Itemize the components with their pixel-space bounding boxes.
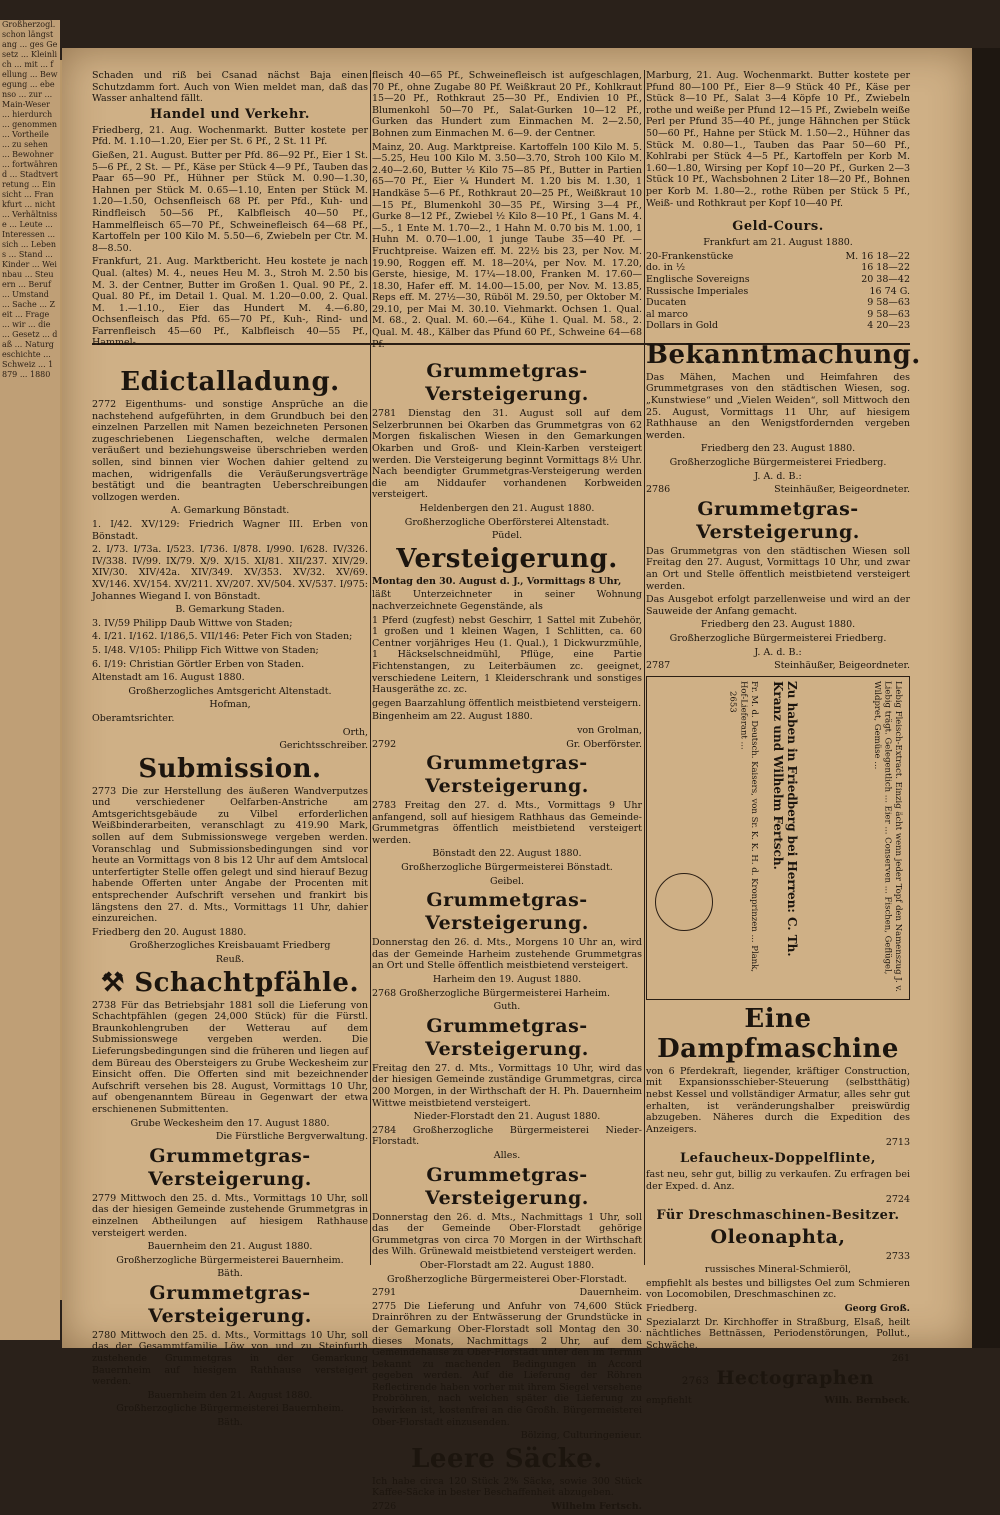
grummet-heading: Grummetgras-Versteigerung.	[425, 1163, 589, 1209]
ad-number: 2733	[885, 1250, 910, 1262]
dampfmaschine-heading: Eine Dampfmaschine	[657, 1003, 899, 1064]
edict-section-b: B. Gemarkung Staden.	[175, 604, 285, 616]
spezialarzt-text: Spezialarzt Dr. Kirchhoffer in Straßburg, Elsaß, heilt nächtliches Bettnässen, Periodenstörungen, Pollut., Schwäche.	[646, 1316, 910, 1351]
grummet-office: Großherzogliche Bürgermeisterei Bauernheim.	[116, 1254, 344, 1266]
currency-value: 16 74 G.	[869, 285, 910, 297]
table-row	[646, 309, 910, 321]
grummet-signature: Dauernheim.	[579, 1287, 642, 1299]
market-report-marburg: Marburg, 21. Aug. Wochenmarkt. Butter kostete per Pfund 80—100 Pf., Eier 8—9 Stück 40 Pf., Käse per Stück 8—10 Pf., Salat 3—4 Köpfe 10 Pf., Zwiebeln rothe und weiße per Pfund 12—15 Pf., Zwiebeln weiße Perl per Pfund 35—40 Pf., junge Hähnchen per Stück 50—60 Pf., Hahne per Stück M. 1.50—2., Hühner das Stück M. 0.80—1., Tauben das Paar 50—60 Pf., Kohlrabi per Stück 4—5 Pf., Kartoffeln per Korb M. 1.60—1.80, Wirsing per Kopf 10—20 Pf., Gurken 2—3 Stück 10 Pf., Wachsbohnen 2 Liter 18—20 Pf., Bohnen per Korb M. 1.80—2., rothe Rüben per Stück 5 Pf., Weiß- und Rothkraut per Kopf 10—40 Pf.	[646, 70, 910, 209]
grummet-footer	[372, 1125, 642, 1148]
geld-cours-date: Frankfurt am 21. August 1880.	[703, 237, 853, 249]
grummet-signature: Alles.	[493, 1149, 521, 1161]
edict-item: 3. IV/59 Philipp Daub Wittwe von Staden;	[92, 617, 293, 629]
edictalladung-heading: Edictalladung.	[120, 367, 340, 398]
currency-name: Ducaten	[646, 297, 687, 309]
adjacent-page-text: Großherzogl. schon längst ang ... ges Gesetz ... Kleinlich ... mit ... fellung ... Bewegung ... ebenso ... zur ... Main-Weser ... hierdurch ... genommen ... Vortheile ... zu sehen ... Bewohner ... fortwährend ... Stadtvertretung ... Einsicht ... Frankfurt ... nicht ... Verhältnisse ... Leute ... Interessen ... sich ... Lebens ... Stand ... Kinder ... Weinbau ... Steuern ... Beruf ... Umstand ... Sache ... Zeit ... Frage ... wir ... die ... Gesetz ... daß ... Naturgeschichte ... Schweiz ... 1879 ... 1880	[2, 20, 58, 379]
edict-item: 4. I/21. I/162. I/186,5. VII/146: Peter Fich von Staden;	[92, 631, 353, 643]
company-seal-icon	[655, 873, 713, 931]
grummet-footer	[372, 988, 642, 1000]
currency-name: do. in ½	[646, 262, 686, 274]
saecke-footer	[372, 1501, 642, 1513]
market-report-giessen: Gießen, 21. August. Butter per Pfd. 86—92 Pf., Eier 1 St. 5—6 Pf., 2 St. — Pf., Käse per Stück 4—9 Pf., Tauben das Paar 65—90 Pf., Hühner per Stück M. 0.90—1.30, Hahnen per Stück M. 0.65—1.10, Enten per Stück M. 1.20—1.50, Ochsenfleisch 68 Pf. per Pfd., Kuh- und Rindfleisch 50—56 Pf., Kalbfleisch 40—50 Pf., Hammelfleisch 65—70 Pf., Schweinefleisch 64—68 Pf., Kartoffeln per 100 Kilo M. 5.50—6, Zwiebeln per Ctr. M. 8—8.50.	[92, 149, 368, 254]
grummet-heading: Grummetgras-Versteigerung.	[148, 1144, 312, 1190]
currency-value: 9 58—63	[867, 297, 910, 309]
grummet-date: Heldenbergen den 21. August 1880.	[419, 503, 595, 514]
currency-name: 20-Frankenstücke	[646, 250, 734, 262]
ad-number: 2791	[372, 1287, 397, 1299]
hectographen-title: Hectographen	[716, 1367, 875, 1390]
oleonaphta-subtitle: russisches Mineral-Schmieröl,	[704, 1264, 852, 1276]
versteigerung-heading: Versteigerung.	[396, 543, 618, 574]
column-divider-1	[370, 70, 371, 1265]
bekanntmachung-office: Großherzogliche Bürgermeisterei Friedberg.	[669, 457, 887, 469]
grummet-office: Großherzogliche Bürgermeisterei Bönstadt.	[401, 862, 613, 874]
oleonaphta-place: Friedberg.	[646, 1303, 698, 1315]
exchange-rate-table	[646, 251, 910, 332]
versteigerung-signature: von Grolman,	[577, 724, 642, 736]
ad-number: 2653	[727, 690, 738, 713]
hectographen-lead: empfiehlt	[646, 1395, 692, 1407]
hectographen-footer	[646, 1395, 910, 1407]
ad-number: 2792	[372, 738, 397, 750]
table-row	[646, 286, 910, 298]
versteigerung-title: Gr. Oberförster.	[566, 738, 642, 750]
edict-title-1: Oberamtsrichter.	[92, 712, 175, 724]
edict-signature-1: Hofman,	[209, 699, 251, 711]
column-divider-2	[644, 70, 645, 1265]
ad-number: 261	[891, 1353, 910, 1365]
ad-number: 2763	[681, 1376, 710, 1388]
oleonaphta-signature: Georg Groß.	[844, 1303, 910, 1315]
rotated-advertisement-box	[646, 676, 910, 1000]
flood-news: Schaden und riß bei Csanad nächst Baja einen Schutzdamm fort. Auch von Wien meldet man, daß das Wasser anhaltend fällt.	[92, 70, 368, 105]
handel-heading: Handel und Verkehr.	[150, 106, 310, 122]
table-row	[646, 320, 910, 332]
grummet-footer	[372, 1287, 642, 1299]
versteigerung-footer	[372, 739, 642, 751]
edict-signature-2: Orth,	[342, 726, 368, 738]
currency-name: Englische Sovereigns	[646, 273, 750, 285]
bekanntmachung-office-2: J. A. d. B.:	[754, 470, 802, 482]
edict-section-a: A. Gemarkung Bönstadt.	[170, 505, 290, 517]
grummet-heading: Grummetgras-Versteigerung.	[425, 1014, 589, 1060]
grummet-text: 2780 Mittwoch den 25. d. Mts., Vormittags 10 Uhr, soll das der Gesammtfamilie Löw von und zu Steinfurth zustehende Grummetgras in der Gemarkung Bauernheim auf hiesigem Rathhause versteigert werden.	[92, 1329, 368, 1388]
submission-office: Großherzogliches Kreisbauamt Friedberg	[129, 940, 331, 952]
edict-text: 2772 Eigenthums- und sonstige Ansprüche an die nachstehend aufgeführten, in dem Grundbuch bei den einzelnen Parzellen mit Namen bezeichneten Personen zugeschriebenen Liegenschaften, welche dermalen veräußert und beziehungsweise überschrieben werden sollen, sind binnen vier Wochen dahier geltend zu machen, widrigenfalls die Veräußerungsverträge bestätigt und die beantragten Ueberschreibungen vollzogen werden.	[92, 399, 368, 503]
grummet-text: Donnerstag den 26. d. Mts., Nachmittags 1 Uhr, soll das der Gemeinde Ober-Florstadt gehörige Grummetgras von circa 70 Morgen in der Wirthschaft des Wilh. Grünewald meistbietend versteigert werden.	[372, 1211, 642, 1258]
submission-heading: Submission.	[138, 753, 322, 784]
grummet-date: Friedberg den 23. August 1880.	[700, 619, 856, 631]
grummet-office: Großherzogliche Bürgermeisterei Nieder-Florstadt.	[372, 1124, 642, 1148]
geld-cours-heading: Geld-Cours.	[732, 219, 824, 235]
currency-value: 20 38—42	[861, 273, 910, 285]
table-row	[646, 262, 910, 274]
grummet-heading: Grummetgras-Versteigerung.	[425, 889, 589, 935]
market-report-continued: fleisch 40—65 Pf., Schweinefleisch ist aufgeschlagen, 70 Pf., ohne Zugabe 80 Pf. Weißkraut 20 Pf., Kohlkraut 15—20 Pf., Rothkraut 25—30 Pf., Endivien 10 Pf., Blumenkohl 50—70 Pf., Salat-Gurken 10—12 Pf., Gurken das Hundert zum Einmachen M. 2—2.50, Bohnen zum Einmachen M. 6—9. der Centner.	[372, 70, 642, 139]
ad-number: 2784	[372, 1124, 397, 1136]
market-report-frankfurt: Frankfurt, 21. Aug. Marktbericht. Heu kostete je nach Qual. (altes) M. 4., neues Heu M. 3., Stroh M. 2.50 bis M. 3. der Centner, Butter im Großen 1. Qual. 90 Pf., 2. Qual. 80 Pf., im Detail 1. Qual. M. 1.20—0.00, 2. Qual. M. 1.—1.10., Eier das Hundert M. 4.—6.80, Ochsenfleisch das Pfd. 65—70 Pf., Kuh-, Rind- und Farrenfleisch 45—60 Pf., Kalbfleisch 40—55 Pf., Hammel-	[92, 256, 368, 349]
ad-number: 2724	[885, 1194, 910, 1206]
grummet-text: 2783 Freitag den 27. d. Mts., Vormittags 9 Uhr anfangend, soll auf hiesigem Rathhaus das Gemeinde-Grummetgras öffentlich meistbietend versteigert werden.	[372, 800, 642, 846]
rotated-ad-text-1: Liebig Fleisch-Extract. Einzig ächt wenn jeder Topf den Namenszug J. v. Liebig trägt. Gelegentlich ... Eier ... Conserven ... Fischen, Geflügel, Wildpret, Gemüse ...	[872, 680, 903, 992]
grummet-office: Großherzogliche Bürgermeisterei Friedberg.	[669, 632, 887, 644]
doppelflinte-text: fast neu, sehr gut, billig zu verkaufen. Zu erfragen bei der Exped. d. Anz.	[646, 1168, 910, 1192]
schacht-text: 2738 Für das Betriebsjahr 1881 soll die Lieferung von Schachtpfählen (gegen 24,000 Stück) für die Fürstl. Braunkohlengruben der Wetterau auf dem Submissionswege vergeben werden. Die Lieferungsbedingungen sind die früheren und liegen auf dem Büreau des Obersteigers zu Grube Weckesheim zur Einsicht offen. Die Offerten sind mit bezeichnender Aufschrift versehen bis 28. August, Vormittags 10 Uhr, auf obengenanntem Büreau in Gegenwart der etwa erschienenen Submittenten.	[92, 999, 368, 1115]
edict-item: 5. I/48. V/105: Philipp Fich Wittwe von Staden;	[92, 644, 319, 656]
versteigerung-place: Bingenheim am 22. August 1880.	[372, 711, 533, 723]
grummet-text: 2781 Dienstag den 31. August soll auf dem Selzerbrunnen bei Okarben das Grummetgras von 62 Morgen fiskalischen Wiesen in den Gemarkungen Okarben und Groß- und Klein-Karben versteigert werden. Die Versteigerung beginnt Vormittags 8½ Uhr. Nach beendigter Grummetgras-Versteigerung werden die am Niddaufer vorhandenen Korbweiden versteigert.	[372, 408, 642, 501]
dreschmaschinen-heading: Für Dreschmaschinen-Besitzer.	[656, 1207, 900, 1223]
drainage-signature: Bölzing, Culturingenieur.	[520, 1430, 642, 1442]
market-report-friedberg: Friedberg, 21. Aug. Wochenmarkt. Butter kostete per Pfd. M. 1.10—1.20, Eier per St. 6 Pf., 2 St. 11 Pf.	[92, 124, 368, 148]
table-row	[646, 274, 910, 286]
grummet-text: Donnerstag den 26. d. Mts., Morgens 10 Uhr an, wird das der Gemeinde Harheim zustehende Grummetgras an Ort und Stelle öffentlich meistbietend versteigert.	[372, 937, 642, 972]
schachtpfaehle-title: Schachtpfähle.	[134, 967, 360, 998]
right-page-edge	[972, 48, 1000, 1348]
leere-saecke-heading: Leere Säcke.	[411, 1443, 603, 1474]
edict-item: 6. I/19: Christian Görtler Erben von Staden.	[92, 658, 305, 670]
crossed-hammers-icon: ⚒	[100, 967, 125, 998]
grummet-footer	[646, 660, 910, 672]
grummet-heading: Grummetgras-Versteigerung.	[425, 752, 589, 798]
currency-name: al marco	[646, 308, 688, 320]
grummet-text-2: Das Ausgebot erfolgt parzellenweise und wird an der Sauweide der Anfang gemacht.	[646, 594, 910, 617]
grummet-date: Nieder-Florstadt den 21. August 1880.	[413, 1111, 601, 1123]
grummet-date: Bönstadt den 22. August 1880.	[432, 848, 582, 860]
column-2	[372, 70, 642, 1515]
grummet-text: Freitag den 27. d. Mts., Vormittags 10 Uhr, wird das der hiesigen Gemeinde zuständige Grummetgras, circa 200 Morgen, in der Wirthschaft der H. Ph. Dauernheim Wittwe meistbietend versteigert.	[372, 1062, 642, 1109]
currency-value: 16 18—22	[861, 262, 910, 274]
rotated-ad-text-3: Fr. M. d. Deutsch. Kaisers, von Sr. K. K. H. d. Kronprinzen ... Plank, Hof-Lieferant ...	[738, 680, 759, 972]
grummet-date: Bauernheim den 21. August 1880.	[147, 1241, 313, 1253]
edict-item: 2. I/73. I/73a. I/523. I/736. I/878. I/990. I/628. IV/326. IV/338. IV/99. IX/79. X/9. X/15. XI/81. XII/237. XIV/29. XIV/30. XIV/42a. XIV/349. XV/353. XV/32. XV/69. XV/146. XV/154. XV/211. XV/207. XV/504. XV/537. I/975: Johannes Wiegand I. von Bönstadt.	[92, 544, 368, 602]
column-3	[646, 70, 921, 1409]
edict-court: Großherzogliches Amtsgericht Altenstadt.	[128, 685, 332, 697]
bekanntmachung-signature: Steinhäußer, Beigeordneter.	[774, 484, 910, 496]
oleonaphta-heading: Oleonaphta,	[710, 1225, 846, 1248]
edict-title-2: Gerichtsschreiber.	[279, 740, 368, 752]
grummet-office: Großherzogliche Oberförsterei Altenstadt.	[404, 516, 610, 528]
schacht-signature: Die Fürstliche Bergverwaltung.	[215, 1131, 368, 1143]
versteigerung-terms: gegen Baarzahlung öffentlich meistbietend versteigern.	[372, 697, 642, 709]
saecke-text: Ich habe circa 120 Stück 2% Säcke, sowie 300 Stück Kaffee-Säcke in bester Beschaffenheit abzugeben.	[372, 1475, 642, 1499]
currency-value: 4 20—23	[867, 320, 910, 332]
submission-signature: Reuß.	[215, 954, 245, 965]
ad-number: 2713	[885, 1137, 910, 1149]
grummet-signature: Bäth.	[217, 1268, 243, 1280]
oleonaphta-footer	[646, 1303, 910, 1315]
column-1	[92, 70, 368, 1431]
grummet-text: Das Grummetgras von den städtischen Wiesen soll Freitag den 27. August, Vormittags 10 Uhr, und zwar an Ort und Stelle öffentlich meistbietend versteigert werden.	[646, 545, 910, 592]
bekanntmachung-date: Friedberg den 23. August 1880.	[700, 443, 856, 455]
versteigerung-intro: läßt Unterzeichneter in seiner Wohnung nachverzeichnete Gegenstände, als	[372, 589, 642, 612]
market-report-mainz: Mainz, 20. Aug. Marktpreise. Kartoffeln 100 Kilo M. 5.—5.25, Heu 100 Kilo M. 3.50—3.70, Stroh 100 Kilo M. 2.40—2.60, Butter ½ Kilo 75—85 Pf., Butter in Partien 65—70 Pf., Eier ¼ Hundert M. 1.20 bis M. 1.30, 1 Handkäse 5—6 Pf., Rothkraut 20—25 Pf., Weißkraut 10—15 Pf., Blumenkohl 30—35 Pf., Wirsing 3—4 Pf., Gurke 8—12 Pf., Zwiebel ½ Kilo 8—10 Pf., 1 Gans M. 4.—5., 1 Ente M. 1.70—2., 1 Hahn M. 0.70 bis M. 1.00, 1 Huhn M. 0.70—1.00, 1 junge Taube 35—40 Pf. — Fruchtpreise. Waizen eff. M. 22½ bis 23, per Nov. M. 19.90, Roggen eff. M. 18—20¼, per Nov. M. 17.20, Gerste, hiesige, M. 17¼—18.00, Franken M. 17.60—18.30, Hafer eff. M. 14.00—15.00, per Nov. M. 13.85, Reps eff. M. 27½—30, Rüböl M. 29.50, per Oktober M. 29.10, per Mai M. 30.10. Viehmarkt. Ochsen 1. Qual. M. 68., 2. Qual. M. 60.—64., Kühe 1. Qual. M. 58., 2. Qual. M. 48., Kälber das Pfund 60 Pf., Schweine 64—68 Pf.	[372, 141, 642, 350]
currency-value: 9 58—63	[867, 308, 910, 320]
grummet-signature: Bäth.	[217, 1417, 243, 1429]
grummet-text: 2779 Mittwoch den 25. d. Mts., Vormittags 10 Uhr, soll das der hiesigen Gemeinde zustehende Grummetgras in einzelnen Abtheilungen auf hiesigem Rathhause versteigert werden.	[92, 1192, 368, 1239]
submission-date: Friedberg den 20. August 1880.	[92, 926, 247, 938]
currency-name: Dollars in Gold	[646, 320, 719, 332]
saecke-signature: Wilhelm Fertsch.	[551, 1501, 642, 1513]
grummet-office-2: J. A. d. B.:	[754, 646, 802, 658]
grummet-signature: Guth.	[493, 1001, 521, 1013]
edict-item: 1. I/42. XV/129: Friedrich Wagner III. Erben von Bönstadt.	[92, 519, 368, 542]
grummet-office: Großherzogliche Bürgermeisterei Ober-Florstadt.	[387, 1273, 627, 1285]
drainage-text: 2775 Die Lieferung und Anfuhr von 74,600 Stück Drainröhren zu der Entwässerung der Grundstücke in der Gemarkung Ober-Florstadt soll Montag den 30. dieses Monats, Nachmittags 2 Uhr, auf dem Gemeindehause zu Ober-Florstadt unter den im Termin bekannt zu machenden Bedingungen in Accord gegeben werden. Auf die Lieferung der Röhren Reflectirende haben vorher mit ihrem Siegel versehene Probröhren, nach welchen später die Lieferung zu bewirken ist, kostenfrei an die Großh. Bürgermeisterei Ober-Florstadt einzusenden.	[372, 1300, 642, 1428]
hectographen-heading	[646, 1367, 910, 1393]
bekanntmachung-heading: Bekanntmachung.	[646, 339, 921, 370]
dampfmaschine-text: von 6 Pferdekraft, liegender, kräftiger Construction, mit Expansionsschieber-Steuerung (selbstthätig) nebst Kessel und vollständiger Armatur, alles sehr gut erhalten, ist veränderungshalber preiswürdig abzugeben. Näheres durch die Expedition des Anzeigers.	[646, 1065, 910, 1135]
table-row	[646, 251, 910, 263]
hectographen-signature: Wilh. Bernbeck.	[824, 1395, 910, 1407]
grummet-date: Harheim den 19. August 1880.	[432, 974, 582, 986]
table-row	[646, 297, 910, 309]
grummet-date: Ober-Florstadt am 22. August 1880.	[419, 1259, 595, 1271]
grummet-heading: Grummetgras-Versteigerung.	[425, 360, 589, 406]
currency-name: Russische Imperiales	[646, 285, 749, 297]
grummet-office: Großherzogliche Bürgermeisterei Bauernheim.	[116, 1403, 344, 1415]
grummet-signature: Püdel.	[491, 530, 523, 542]
schachtpfaehle-heading	[92, 968, 368, 998]
submission-text: 2773 Die zur Herstellung des äußeren Wandverputzes und verschiedener Oelfarben-Anstriche am Amtsgerichtsgebäude zu Vilbel erforderlichen Weißbinderarbeiten, veranschlagt zu 419.90 Mark, sollen auf dem Submissionswege vergeben werden. Voranschlag und Submissionsbedingungen sind vor heute an Vormittags von 8 bis 12 Uhr auf dem Amtslocal unterfertigter Stelle offen gelegt und sind hierauf Bezug habende Offerten unter Angabe der Procenten mit entsprechender Aufschrift versehen und frankirt bis längstens den 27. d. Mts., Vormittags 11 Uhr, dahier einzureichen.	[92, 785, 368, 925]
bekanntmachung-text: Das Mähen, Machen und Heimfahren des Grummetgrases von den städtischen Wiesen, sog. „Kunstwiese“ und „Vielen Weiden“, soll Mittwoch den 25. August, Vormittags 11 Uhr, auf hiesigem Rathhause an den Wenigstfordernden vergeben werden.	[646, 371, 910, 441]
grummet-signature: Geibel.	[489, 875, 524, 887]
oleonaphta-text: empfiehlt als bestes und billigstes Oel zum Schmieren von Locomobilen, Dreschmaschinen zc.	[646, 1277, 910, 1301]
versteigerung-items: 1 Pferd (zugfest) nebst Geschirr, 1 Sattel mit Zubehör, 1 großen und 1 kleinen Wagen, 1 Schlitten, ca. 60 Centner vorjähriges Heu (1. Qual.), 1 Dickwurzmühle, 1 Häckselschneidmühl, Pflüge, eine Partie Fichtenstangen, zu Leiterbäumen zc. geeignet, verschiedene Leitern, 1 Kleiderschrank und sonstiges Hausgeräthe zc. zc.	[372, 614, 642, 696]
bekanntmachung-footer	[646, 484, 910, 496]
versteigerung-date: Montag den 30. August d. J., Vormittags 8 Uhr,	[372, 575, 622, 587]
left-adjacent-page	[0, 20, 60, 1340]
schacht-date: Grube Weckesheim den 17. August 1880.	[130, 1117, 330, 1129]
grummet-office: Großherzogliche Bürgermeisterei Harheim.	[399, 987, 611, 999]
rotated-ad-text-2: Zu haben in Friedberg bei Herren: C. Th. Kranz und Wilhelm Fertsch.	[771, 680, 799, 957]
grummet-heading: Grummetgras-Versteigerung.	[148, 1281, 312, 1327]
ad-number: 2768	[372, 987, 397, 999]
currency-value: M. 16 18—22	[845, 250, 910, 262]
grummet-signature: Steinhäußer, Beigeordneter.	[774, 660, 910, 672]
grummet-heading: Grummetgras-Versteigerung.	[696, 497, 860, 543]
ad-number: 2726	[372, 1501, 397, 1513]
ad-number: 2786	[646, 484, 671, 496]
doppelflinte-heading: Lefaucheux-Doppelflinte,	[680, 1150, 876, 1166]
ad-number: 2787	[646, 660, 671, 672]
grummet-date: Bauernheim den 21. August 1880.	[147, 1389, 313, 1401]
edict-date: Altenstadt am 16. August 1880.	[92, 672, 245, 684]
